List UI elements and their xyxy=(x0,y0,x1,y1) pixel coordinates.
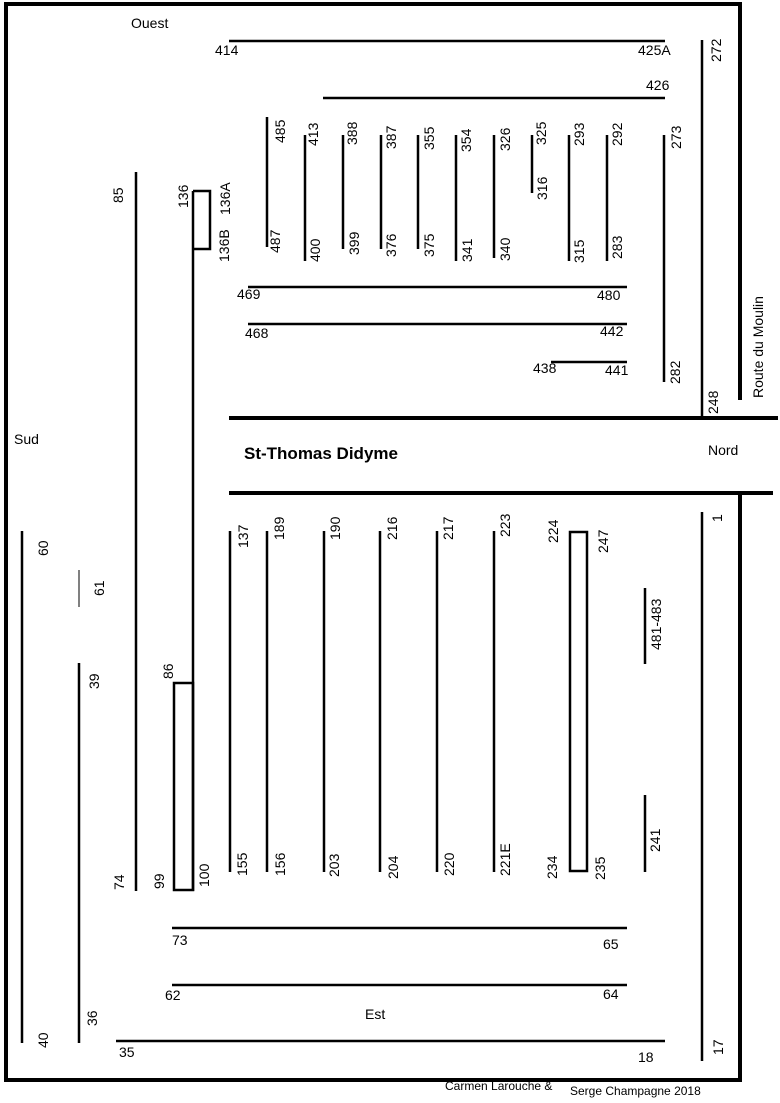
plot-label: 481-483 xyxy=(648,598,664,650)
plot-label: 36 xyxy=(84,1010,100,1026)
plot-label: 190 xyxy=(327,516,343,540)
plot-label: 355 xyxy=(421,126,437,150)
plot-label: 487 xyxy=(267,229,283,253)
plot-label: 61 xyxy=(91,580,107,596)
plot-label: 326 xyxy=(497,127,513,151)
plot-label: 204 xyxy=(385,855,401,879)
plot-label: 325 xyxy=(533,121,549,145)
plot-label: 316 xyxy=(534,176,550,200)
plot-label: 65 xyxy=(603,936,619,952)
credit-second: Serge Champagne 2018 xyxy=(570,1084,701,1098)
plot-label: 136 xyxy=(175,184,191,208)
row-136-box xyxy=(193,191,210,249)
plot-label: 480 xyxy=(597,287,621,303)
plot-label: 73 xyxy=(172,932,188,948)
plot-label: 413 xyxy=(305,122,321,146)
plot-label: 60 xyxy=(35,540,51,556)
plot-label: 39 xyxy=(86,673,102,689)
plot-label: 74 xyxy=(111,874,127,890)
plot-label: 223 xyxy=(497,513,513,537)
plot-label: 136A xyxy=(217,182,233,215)
plot-label: 156 xyxy=(272,852,288,876)
plot-label: 282 xyxy=(667,360,683,384)
plot-label: 64 xyxy=(603,986,619,1002)
plot-label: 85 xyxy=(110,187,126,203)
plot-label: 469 xyxy=(237,286,261,302)
plot-label: 62 xyxy=(165,987,181,1003)
plot-label: 40 xyxy=(35,1032,51,1048)
plot-label: 273 xyxy=(668,125,684,149)
plot-label: 86 xyxy=(160,663,176,679)
plot-label: 442 xyxy=(600,323,624,339)
direction-nord: Nord xyxy=(708,442,739,458)
plot-label: 376 xyxy=(383,233,399,257)
row-224-247-box xyxy=(570,532,587,871)
plot-label: 99 xyxy=(151,873,167,889)
plot-label: 100 xyxy=(196,863,212,887)
direction-est: Est xyxy=(365,1006,386,1022)
plot-label: 155 xyxy=(234,852,250,876)
road-name: Route du Moulin xyxy=(750,296,766,398)
direction-sud: Sud xyxy=(14,431,39,447)
credit-authors: Carmen Larouche & xyxy=(445,1079,553,1093)
plot-label: 203 xyxy=(326,853,342,877)
plot-label: 283 xyxy=(609,235,625,259)
plot-label: 388 xyxy=(344,121,360,145)
plot-label: 425A xyxy=(638,42,671,58)
plot-label: 414 xyxy=(215,42,239,58)
plot-label: 485 xyxy=(272,119,288,143)
plot-label: 221E xyxy=(497,843,513,876)
plot-label: 136B xyxy=(216,229,232,262)
plot-label: 234 xyxy=(544,855,560,879)
plot-label: 17 xyxy=(710,1039,726,1055)
plot-label: 248 xyxy=(705,390,721,414)
cemetery-title: St-Thomas Didyme xyxy=(244,444,398,463)
plot-label: 247 xyxy=(595,529,611,553)
row-86-99-box xyxy=(174,683,193,890)
direction-ouest: Ouest xyxy=(131,15,169,31)
plot-label: 387 xyxy=(383,125,399,149)
plot-label: 340 xyxy=(497,237,513,261)
plot-label: 441 xyxy=(605,362,629,378)
plot-label: 217 xyxy=(440,516,456,540)
plot-label: 341 xyxy=(459,238,475,262)
plot-label: 426 xyxy=(646,77,670,93)
plot-label: 35 xyxy=(119,1044,135,1060)
plot-label: 399 xyxy=(346,231,362,255)
plot-label: 293 xyxy=(571,122,587,146)
plot-label: 235 xyxy=(592,856,608,880)
plot-label: 315 xyxy=(571,239,587,263)
plot-label: 468 xyxy=(245,325,269,341)
plot-label: 220 xyxy=(441,852,457,876)
plot-label: 1 xyxy=(709,514,725,522)
plot-label: 137 xyxy=(235,524,251,548)
plot-label: 216 xyxy=(384,516,400,540)
plot-label: 354 xyxy=(458,128,474,152)
plot-label: 438 xyxy=(533,360,557,376)
plot-label: 272 xyxy=(708,38,724,62)
map-frame xyxy=(6,4,740,1080)
plot-label: 400 xyxy=(307,238,323,262)
plot-label: 241 xyxy=(647,828,663,852)
plot-label: 18 xyxy=(638,1049,654,1065)
plot-label: 292 xyxy=(609,122,625,146)
plot-label: 224 xyxy=(545,519,561,543)
plot-label: 189 xyxy=(271,516,287,540)
plot-label: 375 xyxy=(421,233,437,257)
